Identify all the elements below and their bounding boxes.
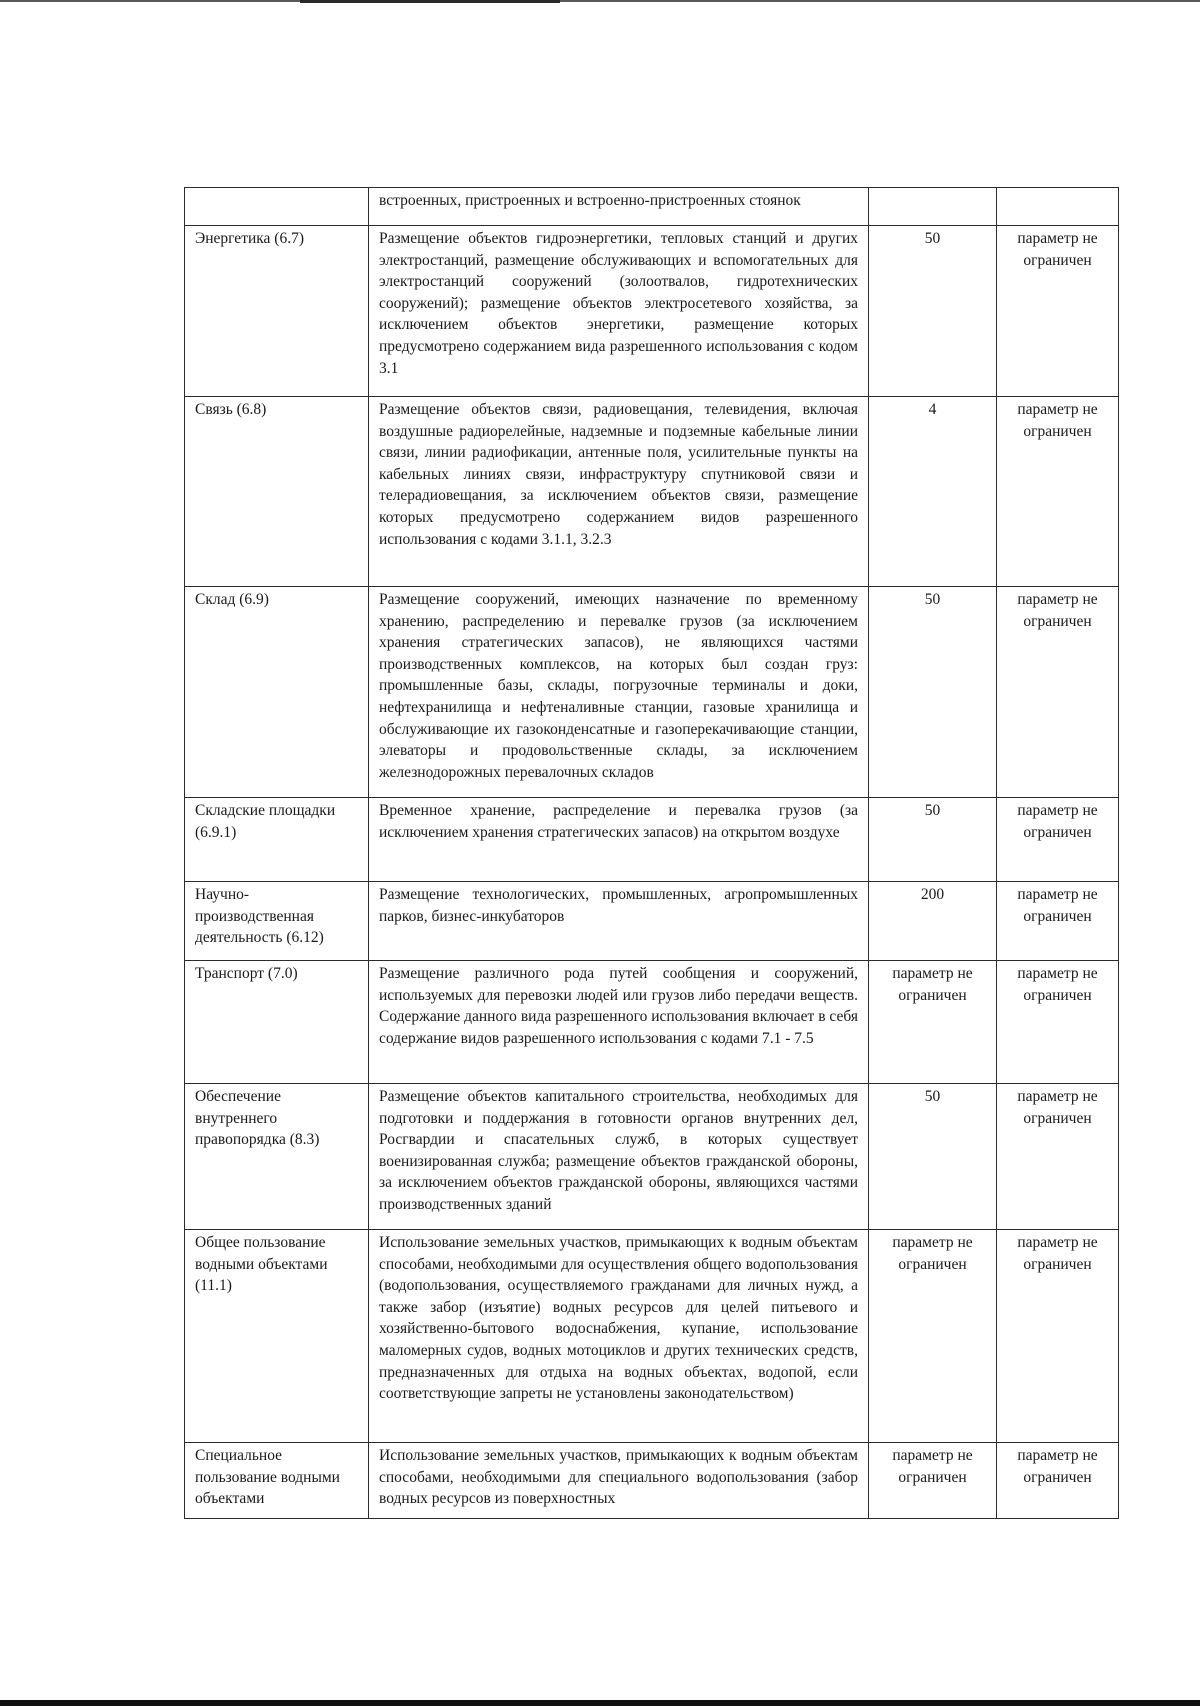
parameter-limit-value: параметр не ограничен	[997, 1084, 1119, 1230]
scan-bottom-border	[0, 1700, 1200, 1706]
table-row	[185, 188, 1119, 226]
max-height-value: 4	[869, 397, 997, 587]
scan-top-border	[0, 0, 1200, 2]
parameter-limit-value: параметр не ограничен	[997, 882, 1119, 961]
use-type-description: Размещение сооружений, имеющих назначение по временному хранению, распределению и перевалке грузов (за исключением хранения стратегических запасов), не являющихся частями производственных комплексов, на которых был создан груз: промышленные базы, склады, погрузочные терминалы и доки, нефтехранилища и нефтеналивные станции, газовые хранилища и обслуживающие их газоконденсатные и газоперекачивающие станции, элеваторы и продовольственные склады, за исключением железнодорожных перевалочных складов	[369, 587, 869, 798]
parameter-limit-value: параметр не ограничен	[997, 1230, 1119, 1443]
use-type-name: Складские площадки (6.9.1)	[185, 798, 369, 882]
use-type-name: Энергетика (6.7)	[185, 226, 369, 397]
table-row	[185, 1443, 1119, 1519]
table-row	[185, 226, 1119, 397]
max-height-value: 50	[869, 1084, 997, 1230]
scan-top-mark	[300, 0, 560, 3]
parameter-limit-value: параметр не ограничен	[997, 1443, 1119, 1519]
table-row	[185, 1084, 1119, 1230]
max-height-value: 50	[869, 226, 997, 397]
use-type-name: Транспорт (7.0)	[185, 961, 369, 1084]
use-type-name: Обеспечение внутреннего правопорядка (8.3)	[185, 1084, 369, 1230]
use-type-description: Использование земельных участков, примыкающих к водным объектам способами, необходимыми для специального водопользования (забор водных ресурсов из поверхностных	[369, 1443, 869, 1519]
max-height-value: 50	[869, 798, 997, 882]
use-type-description: Размещение объектов капитального строительства, необходимых для подготовки и поддержания в готовности органов внутренних дел, Росгвардии и спасательных служб, в которых существует военизированная служба; размещение объектов гражданской обороны, за исключением объектов гражданской обороны, являющихся частями производственных зданий	[369, 1084, 869, 1230]
use-type-description: встроенных, пристроенных и встроенно-пристроенных стоянок	[369, 188, 869, 226]
parameter-limit-value: параметр не ограничен	[997, 798, 1119, 882]
use-type-name: Научно-производственная деятельность (6.12)	[185, 882, 369, 961]
use-type-name: Связь (6.8)	[185, 397, 369, 587]
use-type-name: Общее пользование водными объектами (11.1)	[185, 1230, 369, 1443]
use-type-description: Размещение технологических, промышленных, агропромышленных парков, бизнес-инкубаторов	[369, 882, 869, 961]
max-height-value: параметр не ограничен	[869, 1443, 997, 1519]
parameter-limit-value: параметр не ограничен	[997, 587, 1119, 798]
use-type-description: Размещение различного рода путей сообщения и сооружений, используемых для перевозки людей или грузов либо передачи веществ. Содержание данного вида разрешенного использования включает в себя содержание видов разрешенного использования с кодами 7.1 - 7.5	[369, 961, 869, 1084]
use-type-description: Размещение объектов связи, радиовещания, телевидения, включая воздушные радиорелейные, надземные и подземные кабельные линии связи, линии радиофикации, антенные поля, усилительные пункты на кабельных линиях связи, инфраструктуру спутниковой связи и телерадиовещания, за исключением объектов связи, размещение которых предусмотрено содержанием видов разрешенного использования с кодами 3.1.1, 3.2.3	[369, 397, 869, 587]
parameter-limit-value: параметр не ограничен	[997, 397, 1119, 587]
parameter-limit-value: параметр не ограничен	[997, 226, 1119, 397]
max-height-value	[869, 188, 997, 226]
use-type-name: Специальное пользование водными объектами	[185, 1443, 369, 1519]
max-height-value: 50	[869, 587, 997, 798]
use-type-description: Временное хранение, распределение и перевалка грузов (за исключением хранения стратегических запасов) на открытом воздухе	[369, 798, 869, 882]
table-row	[185, 882, 1119, 961]
max-height-value: 200	[869, 882, 997, 961]
use-type-description: Использование земельных участков, примыкающих к водным объектам способами, необходимыми для осуществления общего водопользования (водопользования, осуществляемого гражданами для личных нужд, а также забор (изъятие) водных ресурсов для целей питьевого и хозяйственно-бытового водоснабжения, купание, использование маломерных судов, водных мотоциклов и других технических средств, предназначенных для отдыха на водных объектах, водопой, если соответствующие запреты не установлены законодательством)	[369, 1230, 869, 1443]
table-row	[185, 587, 1119, 798]
max-height-value: параметр не ограничен	[869, 961, 997, 1084]
parameter-limit-value: параметр не ограничен	[997, 961, 1119, 1084]
max-height-value: параметр не ограничен	[869, 1230, 997, 1443]
parameter-limit-value	[997, 188, 1119, 226]
use-type-name	[185, 188, 369, 226]
use-type-name: Склад (6.9)	[185, 587, 369, 798]
table-row	[185, 961, 1119, 1084]
table-row	[185, 798, 1119, 882]
table-row	[185, 1230, 1119, 1443]
table-row	[185, 397, 1119, 587]
land-use-table	[184, 187, 1119, 1519]
use-type-description: Размещение объектов гидроэнергетики, тепловых станций и других электростанций, размещение обслуживающих и вспомогательных для электростанций сооружений (золоотвалов, гидротехнических сооружений); размещение объектов электросетевого хозяйства, за исключением объектов энергетики, размещение которых предусмотрено содержанием вида разрешенного использования с кодом 3.1	[369, 226, 869, 397]
